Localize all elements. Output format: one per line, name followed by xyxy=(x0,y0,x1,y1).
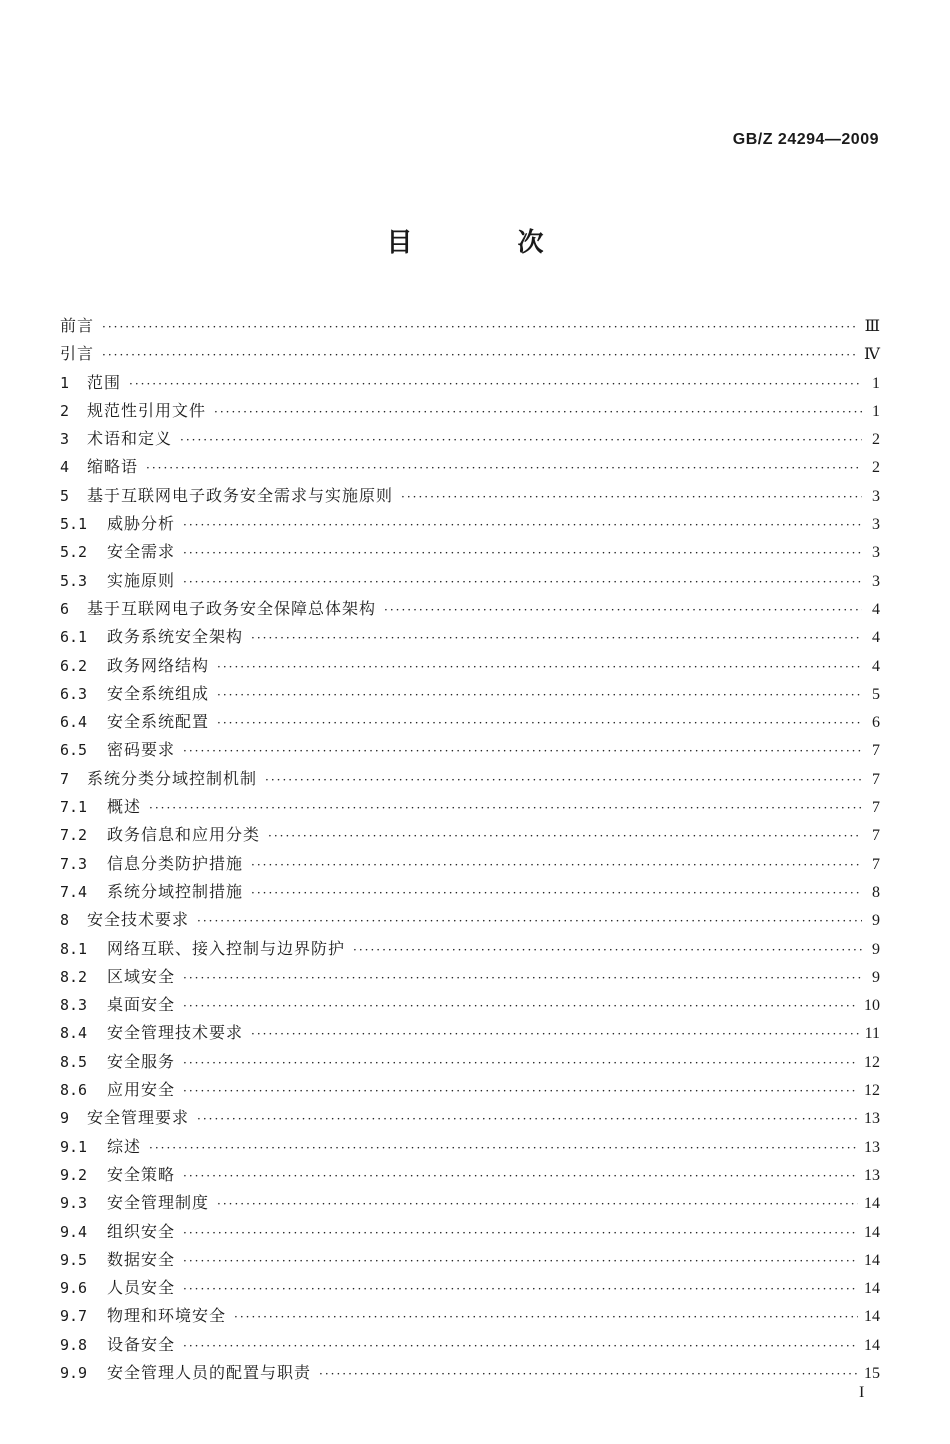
dot-leader xyxy=(183,539,862,567)
toc-entry[interactable] xyxy=(60,312,880,340)
toc-entry-number: 9.9 xyxy=(60,1363,88,1382)
toc-entry-title: 安全管理人员的配置与职责 xyxy=(107,1362,312,1382)
dot-leader xyxy=(183,964,862,992)
toc-entry-number: 3 xyxy=(60,430,70,449)
toc-entry-title: 信息分类防护措施 xyxy=(107,853,244,873)
toc-entry[interactable] xyxy=(60,850,880,878)
dot-leader xyxy=(217,709,862,737)
toc-entry-title: 系统分类分域控制机制 xyxy=(87,768,258,788)
toc-entry[interactable] xyxy=(60,425,880,453)
toc-entry-page: 13 xyxy=(864,1110,880,1128)
toc-entry-number: 8.5 xyxy=(60,1052,88,1071)
dot-leader xyxy=(183,511,862,539)
dot-leader xyxy=(353,936,862,964)
dot-leader xyxy=(251,624,862,652)
toc-entry-number: 9.3 xyxy=(60,1194,88,1213)
toc-entry-page: 9 xyxy=(872,940,880,958)
toc-entry[interactable] xyxy=(60,680,880,708)
dot-leader xyxy=(102,313,859,341)
dot-leader xyxy=(183,1275,858,1303)
toc-entry-title: 威胁分析 xyxy=(107,514,176,534)
toc-entry-page: 1 xyxy=(872,402,880,420)
toc-entry-title: 系统分域控制措施 xyxy=(107,881,244,901)
toc-entry-title: 密码要求 xyxy=(107,740,176,760)
dot-leader xyxy=(234,1303,858,1331)
toc-entry-page: 4 xyxy=(872,657,880,675)
toc-entry-title: 政务网络结构 xyxy=(107,655,210,675)
toc-entry-number: 8.4 xyxy=(60,1024,88,1043)
toc-entry-title: 前言 xyxy=(60,316,95,335)
toc-entry-title: 区域安全 xyxy=(107,966,176,986)
toc-entry[interactable] xyxy=(60,1218,880,1246)
toc-entry-page: 12 xyxy=(864,1053,880,1071)
dot-leader xyxy=(217,653,862,681)
dot-leader xyxy=(197,907,862,935)
toc-entry-number: 8 xyxy=(60,911,70,930)
toc-entry-page: 7 xyxy=(872,742,880,760)
toc-entry-page: 10 xyxy=(864,997,880,1015)
toc-entry-title: 综述 xyxy=(107,1136,142,1156)
toc-entry-title: 范围 xyxy=(87,372,122,392)
dot-leader xyxy=(401,483,862,511)
standard-number: GB/Z 24294—2009 xyxy=(732,131,879,148)
toc-entry[interactable] xyxy=(60,1133,880,1161)
dot-leader xyxy=(197,1105,858,1133)
toc-entry-number: 1 xyxy=(60,373,70,392)
toc-entry-page: 8 xyxy=(872,883,880,901)
toc-entry-page: 3 xyxy=(872,516,880,534)
toc-entry-title: 数据安全 xyxy=(107,1249,176,1269)
dot-leader xyxy=(183,737,862,765)
toc-entry-page: 9 xyxy=(872,968,880,986)
toc-entry-page: 14 xyxy=(864,1195,880,1213)
toc-entry-number: 9.4 xyxy=(60,1222,88,1241)
toc-entry-page: 7 xyxy=(872,799,880,817)
dot-leader xyxy=(149,794,862,822)
toc-entry-title: 政务系统安全架构 xyxy=(107,627,244,647)
toc-entry-number: 8.1 xyxy=(60,939,88,958)
toc-entry-number: 5.1 xyxy=(60,515,88,534)
toc-entry[interactable] xyxy=(60,397,880,425)
toc-entry-title: 安全技术要求 xyxy=(87,910,190,930)
toc-entry-page: 15 xyxy=(864,1364,880,1382)
toc-entry[interactable] xyxy=(60,510,880,538)
toc-entry[interactable] xyxy=(60,1048,880,1076)
toc-entry-number: 7.4 xyxy=(60,882,88,901)
toc-entry-page: 13 xyxy=(864,1166,880,1184)
toc-entry-page: 3 xyxy=(872,487,880,505)
toc-entry-title: 应用安全 xyxy=(107,1080,176,1100)
toc-entry-number: 2 xyxy=(60,401,70,420)
toc-entry-title: 安全系统配置 xyxy=(107,712,210,732)
toc-entry[interactable] xyxy=(60,595,880,623)
dot-leader xyxy=(183,1162,858,1190)
toc-entry[interactable] xyxy=(60,482,880,510)
dot-leader xyxy=(265,766,862,794)
dot-leader xyxy=(268,822,862,850)
dot-leader xyxy=(183,992,858,1020)
toc-entry[interactable] xyxy=(60,736,880,764)
toc-entry[interactable] xyxy=(60,1104,880,1132)
toc-entry-page: 14 xyxy=(864,1336,880,1354)
dot-leader xyxy=(129,370,862,398)
toc-entry-number: 8.3 xyxy=(60,996,88,1015)
toc-entry-title: 人员安全 xyxy=(107,1278,176,1298)
toc-entry-page: 12 xyxy=(864,1082,880,1100)
toc-entry-number: 5 xyxy=(60,486,70,505)
toc-entry-page: 3 xyxy=(872,572,880,590)
toc-entry-page: 2 xyxy=(872,459,880,477)
dot-leader xyxy=(251,879,862,907)
toc-entry-number: 9.2 xyxy=(60,1165,88,1184)
toc-entry-number: 6.1 xyxy=(60,628,88,647)
toc-entry-page: 1 xyxy=(872,374,880,392)
toc-entry-title: 术语和定义 xyxy=(87,429,173,449)
toc-entry-page: 3 xyxy=(872,544,880,562)
toc-entry[interactable] xyxy=(60,567,880,595)
toc-entry[interactable] xyxy=(60,963,880,991)
toc-entry-number: 8.2 xyxy=(60,967,88,986)
toc-entry-number: 6.4 xyxy=(60,713,88,732)
toc-entry[interactable] xyxy=(60,538,880,566)
toc-entry-number: 5.2 xyxy=(60,543,88,562)
toc-entry[interactable] xyxy=(60,340,880,368)
toc-entry-page: 14 xyxy=(864,1223,880,1241)
toc-entry-number: 9.8 xyxy=(60,1335,88,1354)
toc-entry[interactable] xyxy=(60,793,880,821)
page-folio: I xyxy=(859,1384,865,1401)
toc-entry[interactable] xyxy=(60,906,880,934)
toc-entry[interactable] xyxy=(60,1246,880,1274)
toc-entry-number: 7.2 xyxy=(60,826,88,845)
toc-entry[interactable] xyxy=(60,1302,880,1330)
dot-leader xyxy=(217,681,862,709)
dot-leader xyxy=(102,341,858,369)
toc-entry-title: 物理和环境安全 xyxy=(107,1306,227,1326)
toc-entry-title: 安全管理要求 xyxy=(87,1108,190,1128)
toc-entry-page: 4 xyxy=(872,600,880,618)
toc-entry-title: 政务信息和应用分类 xyxy=(107,825,261,845)
toc-entry[interactable] xyxy=(60,369,880,397)
toc-entry[interactable] xyxy=(60,1331,880,1359)
dot-leader xyxy=(146,454,862,482)
toc-entry-number: 7.1 xyxy=(60,798,88,817)
toc-entry-title: 网络互联、接入控制与边界防护 xyxy=(107,938,346,958)
toc-entry[interactable] xyxy=(60,991,880,1019)
dot-leader xyxy=(319,1360,858,1388)
toc-entry-number: 9.1 xyxy=(60,1137,88,1156)
toc-entry-title: 设备安全 xyxy=(107,1334,176,1354)
toc-entry[interactable] xyxy=(60,1274,880,1302)
toc-entry-number: 6.2 xyxy=(60,656,88,675)
toc-entry-number: 9 xyxy=(60,1109,70,1128)
toc-entry-page: 4 xyxy=(872,629,880,647)
toc-entry-page: 7 xyxy=(872,770,880,788)
toc-entry-number: 6.5 xyxy=(60,741,88,760)
toc-entry[interactable] xyxy=(60,1189,880,1217)
toc-entry-title: 引言 xyxy=(60,344,95,364)
toc-entry[interactable] xyxy=(60,1076,880,1104)
page-title: 目 次 xyxy=(386,228,592,258)
toc-entry-page: 14 xyxy=(864,1251,880,1269)
dot-leader xyxy=(214,398,862,426)
toc-entry-number: 9.5 xyxy=(60,1250,88,1269)
toc-entry-title: 缩略语 xyxy=(87,457,139,477)
dot-leader xyxy=(180,426,862,454)
toc-entry-title: 安全管理技术要求 xyxy=(107,1023,244,1043)
toc-entry-title: 安全服务 xyxy=(107,1051,176,1071)
toc-entry-page: Ⅳ xyxy=(864,346,880,364)
toc-entry-page: 2 xyxy=(872,431,880,449)
toc-entry[interactable] xyxy=(60,623,880,651)
toc-entry[interactable] xyxy=(60,1161,880,1189)
toc-entry-title: 规范性引用文件 xyxy=(87,400,207,420)
toc-entry-number: 8.6 xyxy=(60,1081,88,1100)
toc-entry-title: 安全系统组成 xyxy=(107,683,210,703)
toc-entry[interactable] xyxy=(60,935,880,963)
toc-entry[interactable] xyxy=(60,453,880,481)
toc-entry-number: 7.3 xyxy=(60,854,88,873)
toc-entry-page: 5 xyxy=(872,685,880,703)
toc-entry-title: 组织安全 xyxy=(107,1221,176,1241)
toc-entry-page: 7 xyxy=(872,827,880,845)
toc-entry-number: 9.6 xyxy=(60,1279,88,1298)
toc-entry-number: 7 xyxy=(60,769,70,788)
dot-leader xyxy=(251,851,862,879)
toc-entry[interactable] xyxy=(60,1019,880,1047)
toc-entry-page: 7 xyxy=(872,855,880,873)
toc-entry-title: 安全管理制度 xyxy=(107,1193,210,1213)
toc-entry[interactable] xyxy=(60,1359,880,1387)
toc-entry-number: 6.3 xyxy=(60,684,88,703)
toc-entry[interactable] xyxy=(60,708,880,736)
toc-entry-page: 9 xyxy=(872,912,880,930)
toc-entry-title: 桌面安全 xyxy=(107,995,176,1015)
toc-entry-number: 4 xyxy=(60,458,70,477)
toc-entry-title: 实施原则 xyxy=(107,570,176,590)
toc-entry-title: 安全策略 xyxy=(107,1164,176,1184)
toc-entry-number: 6 xyxy=(60,599,70,618)
dot-leader xyxy=(183,1049,858,1077)
toc-entry-title: 概述 xyxy=(107,797,142,817)
toc-entry[interactable] xyxy=(60,821,880,849)
toc-entry-page: 6 xyxy=(872,714,880,732)
toc-entry-number: 9.7 xyxy=(60,1307,88,1326)
toc-entry[interactable] xyxy=(60,652,880,680)
toc-entry[interactable] xyxy=(60,878,880,906)
toc-entry-page: 11 xyxy=(864,1025,880,1043)
dot-leader xyxy=(183,1077,858,1105)
dot-leader xyxy=(183,1332,858,1360)
dot-leader xyxy=(251,1020,859,1048)
toc-entry[interactable] xyxy=(60,765,880,793)
dot-leader xyxy=(183,1247,858,1275)
toc-entry-page: 14 xyxy=(864,1308,880,1326)
dot-leader xyxy=(384,596,862,624)
dot-leader xyxy=(149,1134,858,1162)
table-of-contents xyxy=(60,312,880,1387)
dot-leader xyxy=(183,1219,858,1247)
toc-entry-page: 13 xyxy=(864,1138,880,1156)
toc-entry-page: 14 xyxy=(864,1280,880,1298)
toc-entry-number: 5.3 xyxy=(60,571,88,590)
dot-leader xyxy=(183,568,862,596)
toc-entry-title: 基于互联网电子政务安全需求与实施原则 xyxy=(87,485,394,505)
dot-leader xyxy=(217,1190,858,1218)
toc-entry-page: Ⅲ xyxy=(864,318,880,335)
toc-entry-title: 安全需求 xyxy=(107,542,176,562)
toc-entry-title: 基于互联网电子政务安全保障总体架构 xyxy=(87,598,377,618)
